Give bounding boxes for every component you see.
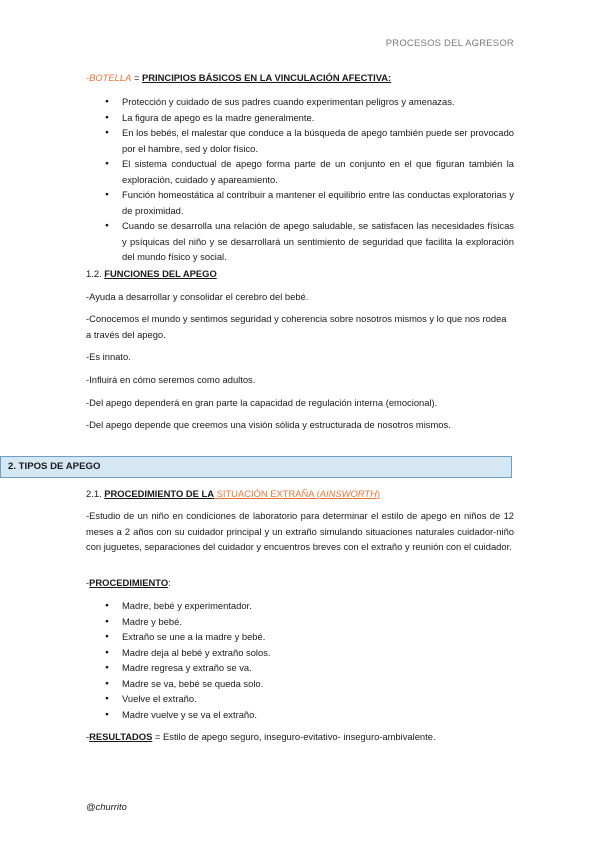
closing-paren: ) [376, 488, 380, 499]
list-item: ● Extraño se une a la madre y bebé. [122, 629, 514, 645]
list-item: ● Madre deja al bebé y extraño solos. [122, 645, 514, 661]
funciones-number: 1.2. [86, 268, 105, 279]
funcion-item: -Influirá en cómo seremos como adultos. [86, 374, 256, 385]
resultados-line [86, 729, 514, 745]
author-signature: @churrito [86, 801, 127, 812]
botella-label: BOTELLA [89, 72, 132, 83]
list-item: ● Madre regresa y extraño se va. [122, 660, 514, 676]
list-item: ● Madre se va, bebé se queda solo. [122, 676, 514, 692]
principios-list [122, 94, 514, 265]
procedimiento-label [86, 575, 171, 591]
procedimiento-steps [122, 598, 514, 722]
running-header: PROCESOS DEL AGRESOR [385, 38, 514, 49]
heading-dash: - [86, 72, 90, 83]
list-item: ● Madre, bebé y experimentador. [122, 598, 514, 614]
principios-title: PRINCIPIOS BÁSICOS EN LA VINCULACIÓN AFECTIVA: [142, 72, 392, 83]
estudio-paragraph: -Estudio de un niño en condiciones de laboratorio para determinar el estilo de apego en niños de 12 meses a 2 años con su cuidador principal y un extraño simulando situaciones naturales cuidador-niño con juguetes, separaciones del cuidador y encuentros breves con el extraño y reunión con el cuidador. [86, 510, 514, 552]
list-item: ● La figura de apego es la madre generalmente. [122, 110, 514, 126]
proc-colon: : [168, 577, 171, 588]
procedimiento-heading [86, 486, 380, 502]
equals-sign: = [131, 72, 143, 83]
list-item: ● Madre y bebé. [122, 614, 514, 630]
funcion-item: -Ayuda a desarrollar y consolidar el cerebro del bebé. [86, 291, 309, 302]
funciones-title: FUNCIONES DEL APEGO [104, 268, 217, 279]
situacion-extrana: SITUACIÓN EXTRAÑA ( [213, 488, 320, 499]
res-dash: - [86, 731, 90, 742]
resultados-title: RESULTADOS [89, 731, 153, 742]
funciones-heading [86, 266, 217, 282]
list-item: ● Madre vuelve y se va el extraño. [122, 707, 514, 723]
funcion-item: -Conocemos el mundo y sentimos seguridad y coherencia sobre nosotros mismos y lo que nos rodea a través del apego. [86, 313, 507, 340]
funcion-item: -Del apego depende que creemos una visión sólida y estructurada de nosotros mismos. [86, 419, 451, 430]
principios-heading [86, 70, 391, 86]
list-item: ● El sistema conductual de apego forma parte de un conjunto en el que figuran también la exploración, cuidado y apareamiento. [122, 156, 514, 187]
proc-dash: - [86, 577, 90, 588]
section-heading-bar [0, 456, 512, 478]
list-item: ● Protección y cuidado de sus padres cuando experimentan peligros y amenazas. [122, 94, 514, 110]
procedimiento-title-part1: PROCEDIMIENTO DE LA [104, 488, 214, 499]
list-item: ● Función homeostática al contribuir a mantener el equilibrio entre las conductas exploratorias y de proximidad. [122, 187, 514, 218]
funcion-item: -Del apego dependerá en gran parte la capacidad de regulación interna (emocional). [86, 397, 438, 408]
proc-title: PROCEDIMIENTO [89, 577, 169, 588]
resultados-text: = Estilo de apego seguro, inseguro-evitativo- inseguro-ambivalente. [152, 731, 436, 742]
list-item: ● En los bebés, el malestar que conduce a la búsqueda de apego también puede ser provocado por el hambre, sed y dolor físico. [122, 125, 514, 156]
list-item: ● Cuando se desarrolla una relación de apego saludable, se satisfacen las necesidades físicas y psíquicas del niño y se desarrollará un sentimiento de seguridad que facilita la exploración del mundo físico y social. [122, 218, 514, 265]
procedimiento-number: 2.1. [86, 488, 105, 499]
funcion-item: -Es innato. [86, 351, 131, 362]
section-title: 2. TIPOS DE APEGO [8, 461, 101, 472]
ainsworth-label: AINSWORTH [319, 488, 377, 499]
list-item: ● Vuelve el extraño. [122, 691, 514, 707]
